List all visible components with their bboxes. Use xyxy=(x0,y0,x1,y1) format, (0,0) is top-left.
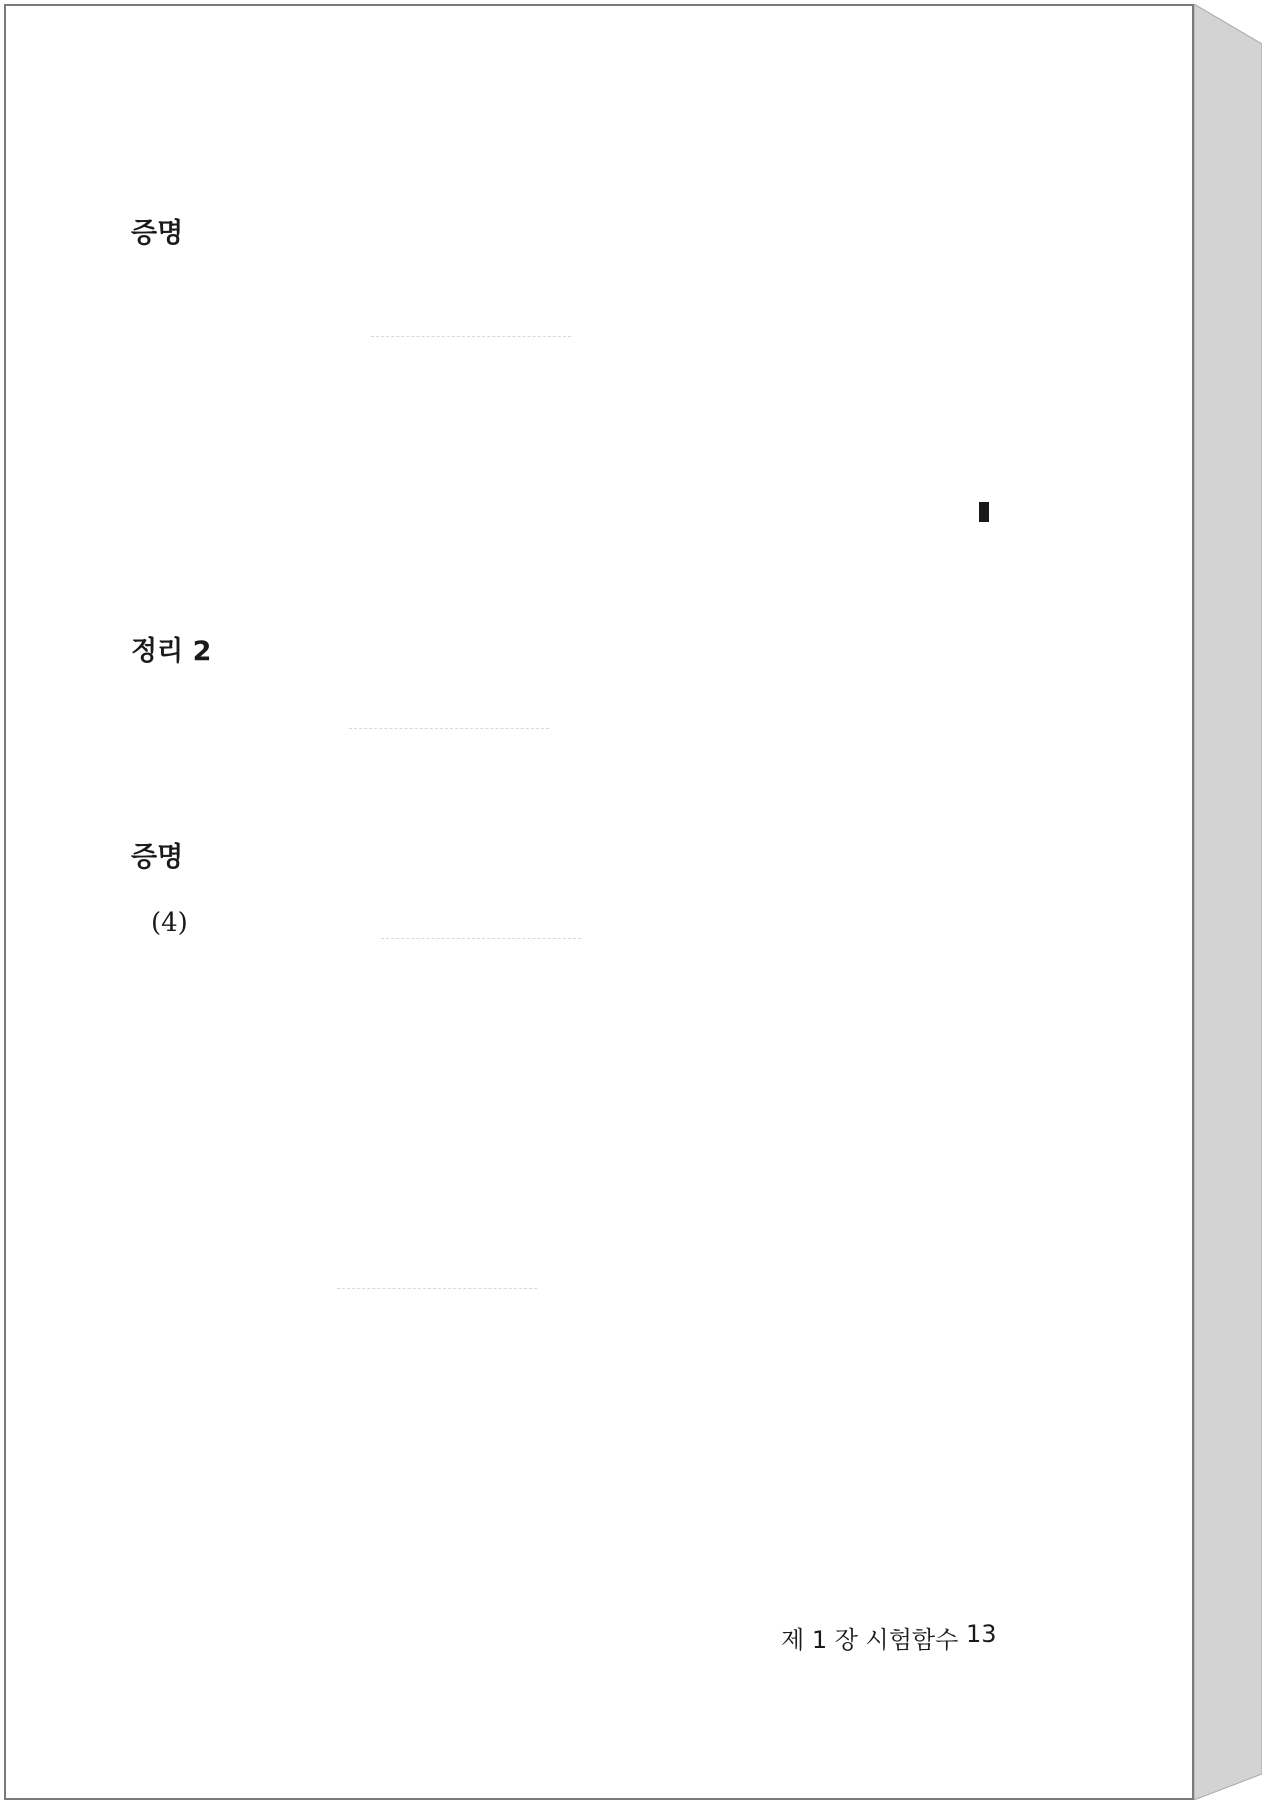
display-equation xyxy=(337,1254,537,1289)
theorem-line xyxy=(131,632,225,672)
proof-line xyxy=(131,838,197,878)
page-number: 13 xyxy=(966,1620,997,1648)
book-page xyxy=(4,4,1194,1800)
proof-heading: 증명 xyxy=(131,842,184,873)
theorem-heading: 정리 2 xyxy=(131,636,212,667)
display-equation xyxy=(371,302,571,337)
proof-line xyxy=(131,214,197,254)
end-of-proof-mark xyxy=(979,502,989,522)
display-equation xyxy=(349,694,549,729)
proof-heading: 증명 xyxy=(131,218,184,249)
running-head: 제 1 장 시험함수 xyxy=(781,1626,959,1654)
equation-label: (4) xyxy=(151,908,188,938)
display-equation xyxy=(381,904,581,939)
page-stack-edge xyxy=(1194,4,1262,1800)
